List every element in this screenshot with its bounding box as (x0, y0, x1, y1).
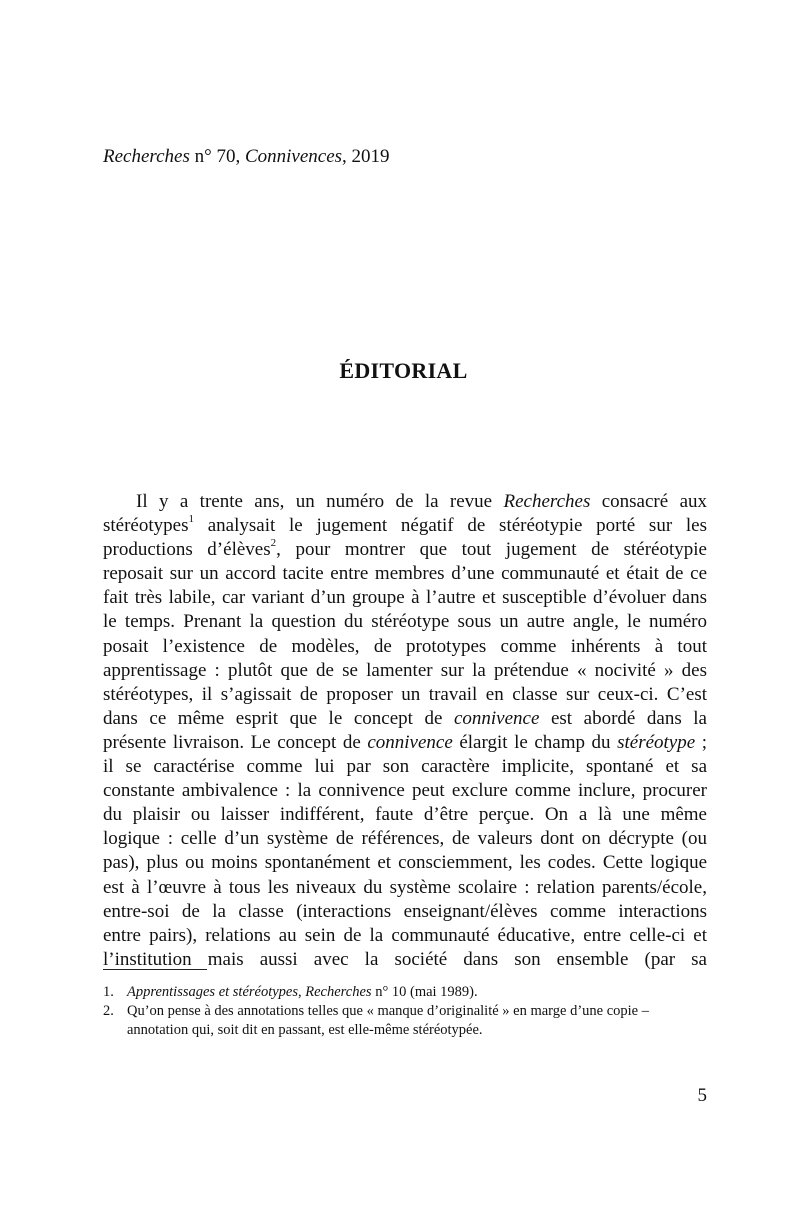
paragraph-line (103, 876, 707, 900)
text-run: analysait le jugement négatif de stéréotypie porté sur les (193, 515, 707, 537)
page-number: 5 (697, 1085, 707, 1106)
issue-number: n° 70, (189, 146, 245, 167)
text-run: , (298, 984, 306, 1000)
paragraph-line (103, 851, 707, 875)
text-run: le temps. Prenant la question du stéréotype sous un autre angle, le numéro (103, 611, 707, 633)
paragraph-line (103, 538, 707, 562)
paragraph-line (103, 731, 707, 755)
footnotes (103, 983, 707, 1040)
running-head (103, 146, 390, 168)
paragraph-line (103, 779, 707, 803)
text-run: élargit le champ du (452, 731, 618, 753)
footnote (103, 983, 707, 1002)
footnote-line (127, 1021, 707, 1040)
italic-text: connivence (453, 707, 540, 729)
italic-text: stéréotype (617, 731, 696, 753)
issue-year: , 2019 (342, 146, 390, 167)
paragraph-line (103, 755, 707, 779)
text-run: ; (695, 731, 707, 753)
text-run: logique : celle d’un système de références, de valeurs dont on décrypte (ou (103, 828, 707, 850)
issue-theme: Connivences (244, 146, 343, 167)
italic-text: Recherches (305, 984, 372, 1000)
text-run: n° 10 (mai 1989). (371, 984, 478, 1000)
editorial-body (103, 490, 707, 972)
paragraph-line (103, 827, 707, 851)
footnote (103, 1002, 707, 1040)
footnote-reference: 1 (188, 514, 194, 525)
text-run: stéréotypes, il s’agissait de proposer un travail en classe sur ceux-ci. C’est (103, 683, 707, 705)
journal-name: Recherches (103, 146, 190, 167)
text-run: reposait sur un accord tacite entre membres d’une communauté et était de ce (103, 563, 707, 585)
text-run: productions d’élèves (103, 539, 271, 561)
italic-text: Recherches (503, 491, 591, 512)
text-run: du plaisir ou laisser indifférent, faute d’être perçue. On a là une même (103, 804, 707, 826)
paragraph-line (103, 924, 707, 948)
text-run: posait l’existence de modèles, de prototypes comme inhérents à tout (103, 635, 707, 657)
paragraph-line (103, 586, 707, 610)
paragraph-line (103, 659, 707, 683)
paragraph-line (103, 707, 707, 731)
footnote-number: 1. (103, 984, 114, 1000)
text-run: est à l’œuvre à tous les niveaux du système scolaire : relation parents/école, (103, 876, 707, 898)
text-run: stéréotypes (103, 515, 189, 537)
text-run: constante ambivalence : la connivence peut exclure comme inclure, procurer (103, 780, 707, 802)
italic-text: Apprentissages et stéréotypes (127, 984, 299, 1000)
footnote-line (127, 983, 707, 1002)
text-run: consacré aux (590, 491, 707, 512)
text-run: entre pairs), relations au sein de la communauté éducative, entre celle-ci et (103, 924, 707, 946)
paragraph-line (103, 514, 707, 538)
text-run: est abordé dans la (539, 707, 707, 729)
paragraph-line (103, 562, 707, 586)
paragraph-line (103, 683, 707, 707)
text-run: fait très labile, car variant d’un groupe à l’autre et susceptible d’évoluer dans (103, 587, 707, 609)
page-title: ÉDITORIAL (339, 358, 468, 383)
footnote-number: 2. (103, 1003, 114, 1019)
text-run: entre-soi de la classe (interactions enseignant/élèves comme interactions (103, 900, 707, 922)
footnote-line (127, 1002, 707, 1021)
text-run: l’institution mais aussi avec la société dans son ensemble (par sa (103, 948, 707, 970)
text-run: annotation qui, soit dit en passant, est elle-même stéréotypée. (127, 1022, 483, 1038)
paragraph-line (103, 610, 707, 634)
text-run: Qu’on pense à des annotations telles que « manque d’originalité » en marge d’une copie – (127, 1003, 649, 1019)
text-run: dans ce même esprit que le concept de (103, 707, 454, 729)
footnote-rule (103, 969, 207, 970)
paragraph-line (103, 635, 707, 659)
text-run: Il y a trente ans, un numéro de la revue (136, 491, 504, 512)
text-run: il se caractérise comme lui par son caractère implicite, spontané et sa (103, 756, 707, 778)
text-run: présente livraison. Le concept de (103, 731, 368, 753)
text-run: apprentissage : plutôt que de se lamenter sur la prétendue « nocivité » des (103, 659, 707, 681)
italic-text: connivence (367, 731, 453, 753)
footnote-reference: 2 (270, 538, 277, 549)
text-run: pas), plus ou moins spontanément et consciemment, les codes. Cette logique (103, 852, 707, 874)
paragraph-line (103, 803, 707, 827)
paragraph-line (103, 490, 707, 514)
paragraph-line (103, 900, 707, 924)
text-run: , pour montrer que tout jugement de stéréotypie (276, 539, 707, 561)
